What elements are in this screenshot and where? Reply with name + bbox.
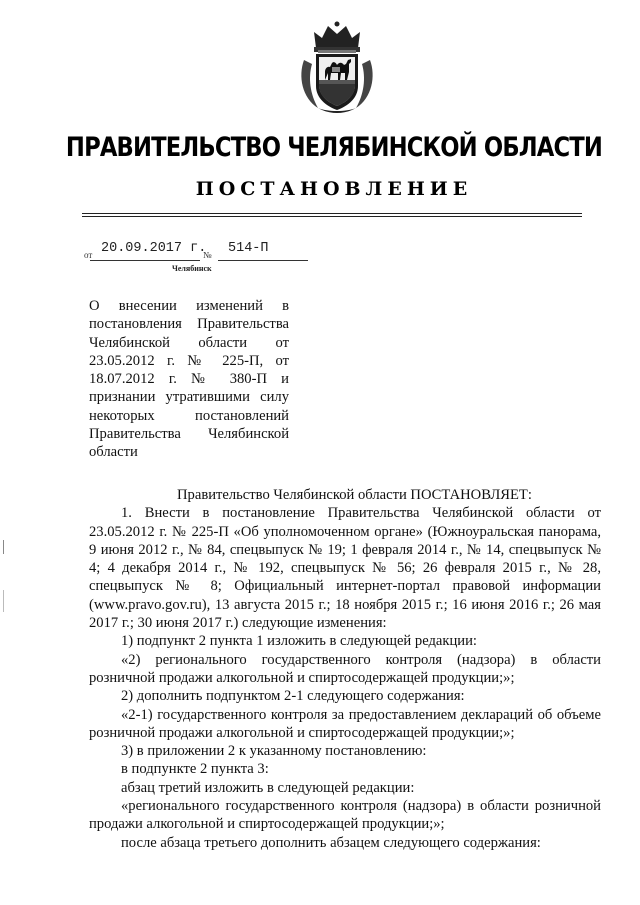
body-paragraph: после абзаца третьего дополнить абзацем следующего содержания: — [121, 834, 541, 851]
document-date: 20.09.2017 г. — [101, 241, 207, 256]
header-divider-thin — [82, 216, 582, 217]
city-name: Челябинск — [172, 264, 212, 273]
document-number: 514-П — [228, 241, 269, 256]
number-prefix: № — [203, 250, 212, 260]
date-prefix: от — [84, 250, 93, 260]
body-paragraph: 2) дополнить подпунктом 2-1 следующего содержания: — [121, 688, 465, 705]
chelyabinsk-region-coat-of-arms-icon — [294, 20, 380, 114]
body-paragraph: 3) в приложении 2 к указанному постановлению: — [121, 743, 427, 760]
scan-margin-mark — [3, 590, 4, 612]
body-paragraph: «2) регионального государственного контроля (надзора) в области розничной продажи алкогольной и спиртосодержащей продукции;»; — [89, 651, 601, 686]
body-paragraph: в подпункте 2 пункта 3: — [121, 761, 269, 778]
header-divider — [82, 213, 582, 214]
government-name: ПРАВИТЕЛЬСТВО ЧЕЛЯБИНСКОЙ ОБЛАСТИ — [65, 132, 603, 163]
body-paragraph: 1) подпункт 2 пункта 1 изложить в следующей редакции: — [121, 633, 477, 650]
scan-margin-mark — [3, 540, 4, 554]
document-body — [89, 486, 601, 852]
document-type: ПОСТАНОВЛЕНИЕ — [195, 178, 473, 200]
body-paragraph: «2-1) государственного контроля за предоставлением деклараций об объеме розничной продажи алкогольной и спиртосодержащей продукции;»; — [89, 706, 601, 741]
number-underline — [218, 260, 308, 261]
date-underline — [90, 260, 200, 261]
decree-line: Правительство Челябинской области ПОСТАНОВЛЯЕТ: — [177, 487, 532, 503]
body-paragraph: абзац третий изложить в следующей редакции: — [121, 779, 415, 796]
body-paragraph: «регионального государственного контроля (надзора) в области розничной продажи алкогольной и спиртосодержащей продукции;»; — [89, 798, 601, 833]
body-paragraph: 1. Внести в постановление Правительства Челябинской области от 23.05.2012 г. № 225-П «Об уполномоченном органе» (Южноуральская панорама, 9 июня 2012 г., № 84, спецвыпуск № 19; 1 февраля 2014 г., № 14, спецвыпуск № 4; 4 декабря 2014 г., № 192, спецвыпуск № 56; 26 февраля 2015 г., № 28, спецвыпуск № 8; Официальный интернет-портал правовой информации (www.pravo.gov.ru), 13 августа 2015 г.; 18 ноября 2015 г.; 16 июня 2016 г.; 26 мая 2017 г.; 30 июня 2017 г.) следующие изменения: — [89, 505, 601, 632]
document-subject: О внесении изменений в постановления Правительства Челябинской области от 23.05.2012 г. № 225-П, от 18.07.2012 г. № 380-П и признании утратившими силу некоторых постановлений Правительства Челябинской области — [89, 298, 289, 461]
